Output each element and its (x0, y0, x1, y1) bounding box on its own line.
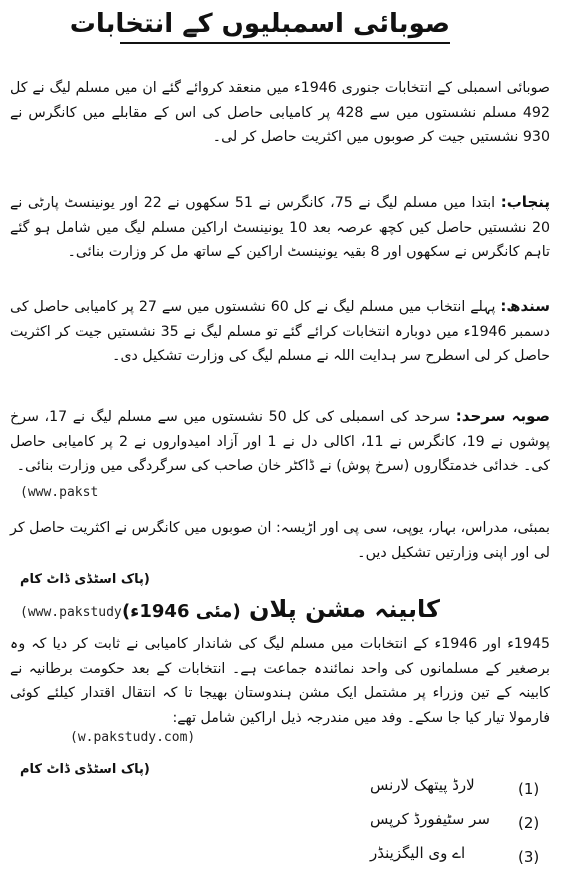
title2-year: (مئی 1946ء) (121, 601, 241, 622)
intro-paragraph (10, 76, 550, 172)
section-punjab (10, 190, 550, 290)
section-text: پہلے انتخاب میں مسلم لیگ نے کل 60 نشستوں میں سے 27 پر کامیابی حاصل کی دسمبر 1946ء میں دوبارہ انتخابات کرائے گئے تو مسلم لیگ نے 35 نشستیں جیت کر اکثریت حاصل کر لی اسطرح سر ہدایت اللہ نے مسلم لیگ کی وزارت تشکیل دی۔ (10, 299, 550, 364)
member-number: (2) (518, 814, 540, 832)
section-heading: صوبہ سرحد: (455, 407, 551, 425)
section-other-provinces (10, 516, 550, 570)
watermark-urdu: (پاک اسٹڈی ڈاٹ کام (20, 572, 150, 587)
section-heading: سندھ: (500, 297, 550, 315)
watermark-url: (www.pakstudy (20, 605, 122, 620)
section-text: سرحد کی اسمبلی کی کل 50 نشستوں میں سے مسلم لیگ نے 17، سرخ پوشوں نے 19، کانگرس نے 11، اکالی دل نے 1 اور آزاد امیدواروں نے 2 پر کامیابی حاصل کی۔ خدائی خدمتگاروں (سرخ پوش) نے ڈاکٹر خان صاحب کی سرگردگی میں وزارت بنائی۔ (10, 409, 550, 474)
section-text: ابتدا میں مسلم لیگ نے 75، کانگرس نے 51 سکھوں نے 22 اور یونینسٹ پارٹی نے 20 نشستیں حاصل کیں کچھ عرصہ بعد 10 یونینسٹ اراکین مسلم لیگ میں شامل ہو گئے تاہم کانگرس نے سکھوں اور 8 بقیہ یونینسٹ اراکین کے ساتھ مل کر وزارت بنائی۔ (10, 195, 550, 260)
section-text: بمبئی، مدراس، بہار، یوپی، سی پی اور اڑیسہ: ان صوبوں میں کانگرس نے اکثریت حاصل کر لی اور اپنی وزارتیں تشکیل دیں۔ (10, 520, 550, 561)
member-number: (1) (518, 780, 540, 798)
page-title: صوبائی اسمبلیوں کے انتخابات (120, 6, 450, 44)
member-name: سر سٹیفورڈ کرپس (370, 810, 490, 828)
section-sindh (10, 294, 550, 394)
watermark-urdu: (پاک اسٹڈی ڈاٹ کام (20, 762, 150, 777)
section-heading: پنجاب: (500, 193, 551, 211)
watermark-url: (w.pakstudy.com) (70, 730, 196, 745)
watermark-url: (www.pakst (20, 485, 99, 500)
title2-main: کابینہ مشن پلان (249, 595, 440, 623)
member-row (190, 776, 550, 804)
member-name: اے وی الیگزینڈر (370, 844, 466, 862)
intro-text: صوبائی اسمبلی کے انتخابات جنوری 1946ء میں منعقد کروائے گئے ان میں مسلم لیگ نے کل 492 مسلم نشستوں میں سے 428 پر کامیابی حاصل کی اس کے مقابلے میں کانگرس نے 930 نشستیں جیت کر صوبوں میں اکثریت حاصل کر لی۔ (10, 80, 550, 145)
member-row (190, 844, 550, 872)
member-name: لارڈ پیتھک لارنس (370, 776, 475, 794)
section-title-cabinet-mission (121, 592, 440, 629)
member-number: (3) (518, 848, 540, 866)
mission-text: 1945ء اور 1946ء کے انتخابات میں مسلم لیگ کی شاندار کامیابی نے ثابت کر دیا کہ وہ برصغیر کے مسلمانوں کی واحد نمائندہ جماعت ہے۔ انتخابات کے بعد حکومت برطانیہ نے کابینہ کے تین وزراء پر مشتمل ایک مشن ہندوستان بھیجا تا کہ انتقال اقتدار کیلئے کوئی فارمولا تیار کیا جا سکے۔ وفد میں مندرجہ ذیل اراکین شامل تھے: (10, 636, 550, 726)
member-row (190, 810, 550, 838)
